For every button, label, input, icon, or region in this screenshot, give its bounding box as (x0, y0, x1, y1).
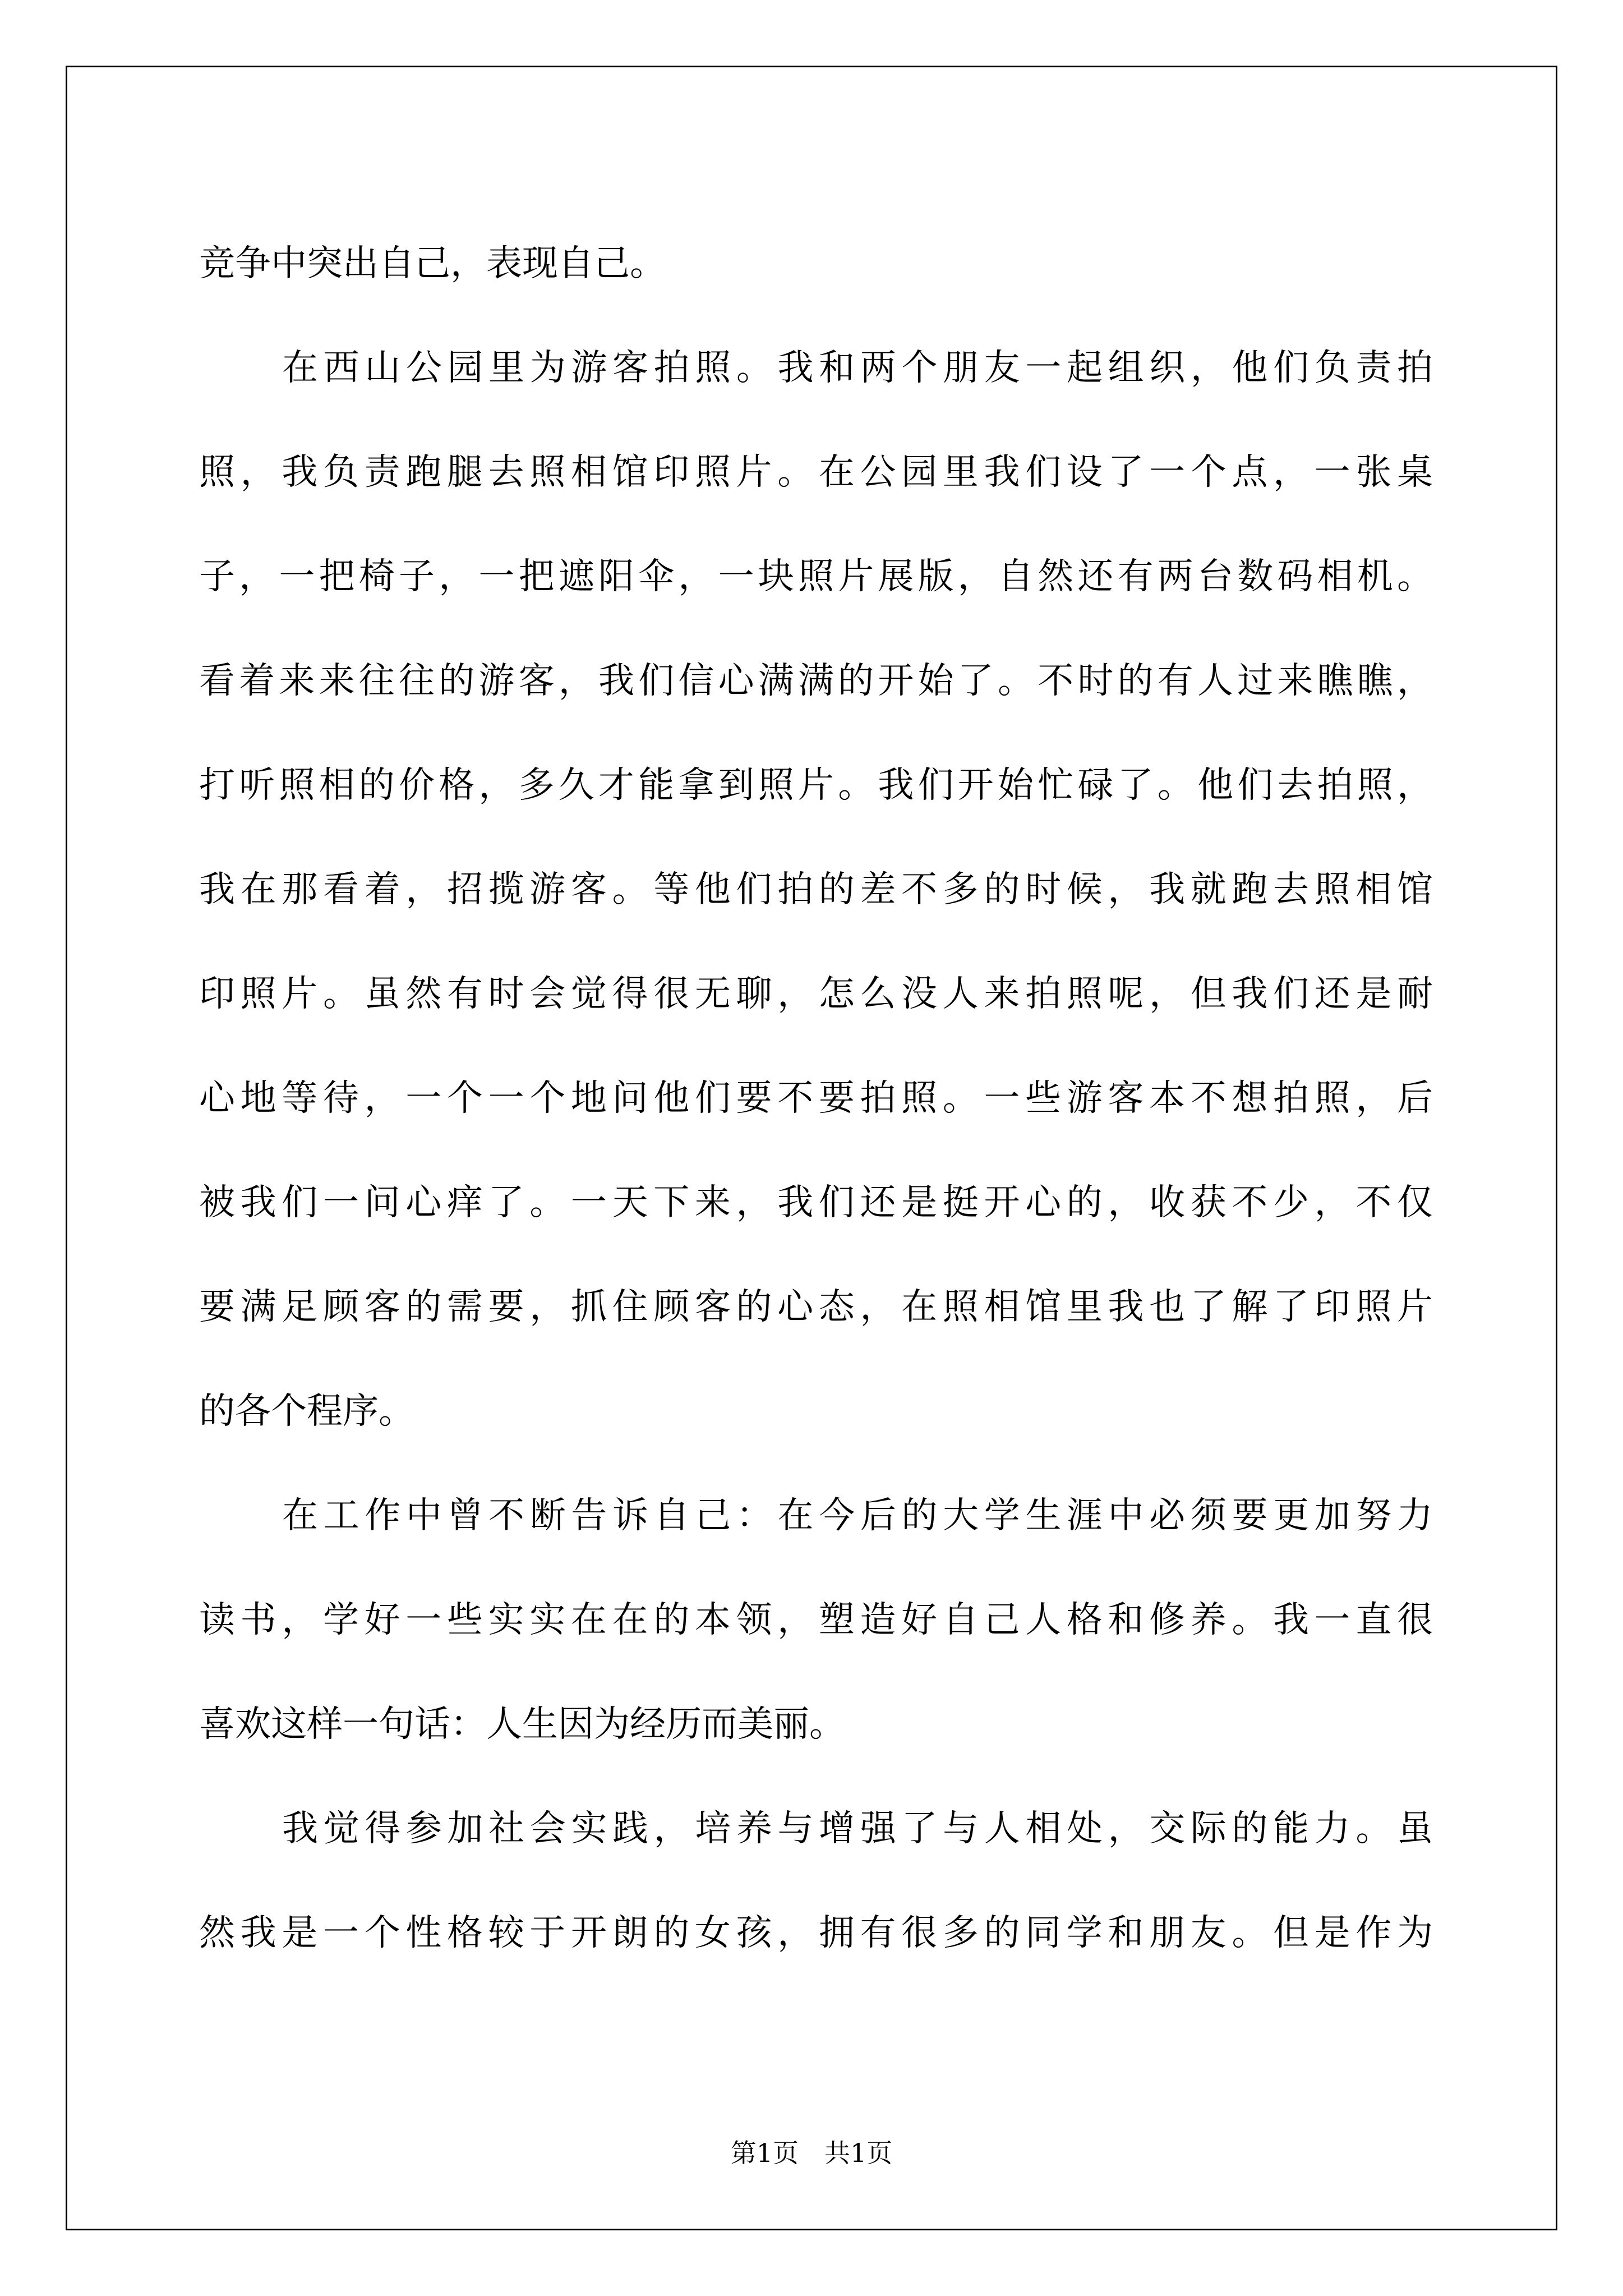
text-line-13: 在工作中曾不断告诉自己：在今后的大学生涯中必须要更加努力 (282, 1495, 1433, 1536)
text-line-10: 被我们一问心痒了。一天下来，我们还是挺开心的，收获不少，不仅 (199, 1182, 1433, 1223)
text-line-4: 子，一把椅子，一把遮阳伞，一块照片展版，自然还有两台数码相机。 (199, 556, 1433, 597)
text-line-5: 看着来来往往的游客，我们信心满满的开始了。不时的有人过来瞧瞧， (199, 660, 1433, 702)
text-line-12: 的各个程序。 (199, 1391, 414, 1432)
text-line-14: 读书，学好一些实实在在的本领，塑造好自己人格和修养。我一直很 (199, 1599, 1433, 1641)
text-line-6: 打听照相的价格，多久才能拿到照片。我们开始忙碌了。他们去拍照， (199, 765, 1433, 806)
text-line-9: 心地等待，一个一个地问他们要不要拍照。一些游客本不想拍照，后 (199, 1078, 1433, 1119)
page-number: 第1页 共1页 (730, 2138, 893, 2168)
text-line-7: 我在那看着，招揽游客。等他们拍的差不多的时候，我就跑去照相馆 (199, 869, 1433, 910)
text-line-1: 竞争中突出自己，表现自己。 (199, 243, 666, 284)
text-line-3: 照，我负责跑腿去照相馆印照片。在公园里我们设了一个点，一张桌 (199, 452, 1433, 493)
text-line-8: 印照片。虽然有时会觉得很无聊，怎么没人来拍照呢，但我们还是耐 (199, 973, 1433, 1015)
text-line-2: 在西山公园里为游客拍照。我和两个朋友一起组织，他们负责拍 (282, 347, 1433, 389)
text-line-17: 然我是一个性格较于开朗的女孩，拥有很多的同学和朋友。但是作为 (199, 1912, 1433, 1954)
document-body (199, 211, 1433, 1985)
text-line-16: 我觉得参加社会实践，培养与增强了与人相处，交际的能力。虽 (282, 1808, 1433, 1849)
text-line-15: 喜欢这样一句话：人生因为经历而美丽。 (199, 1704, 845, 1745)
text-line-11: 要满足顾客的需要，抓住顾客的心态，在照相馆里我也了解了印照片 (199, 1286, 1433, 1328)
